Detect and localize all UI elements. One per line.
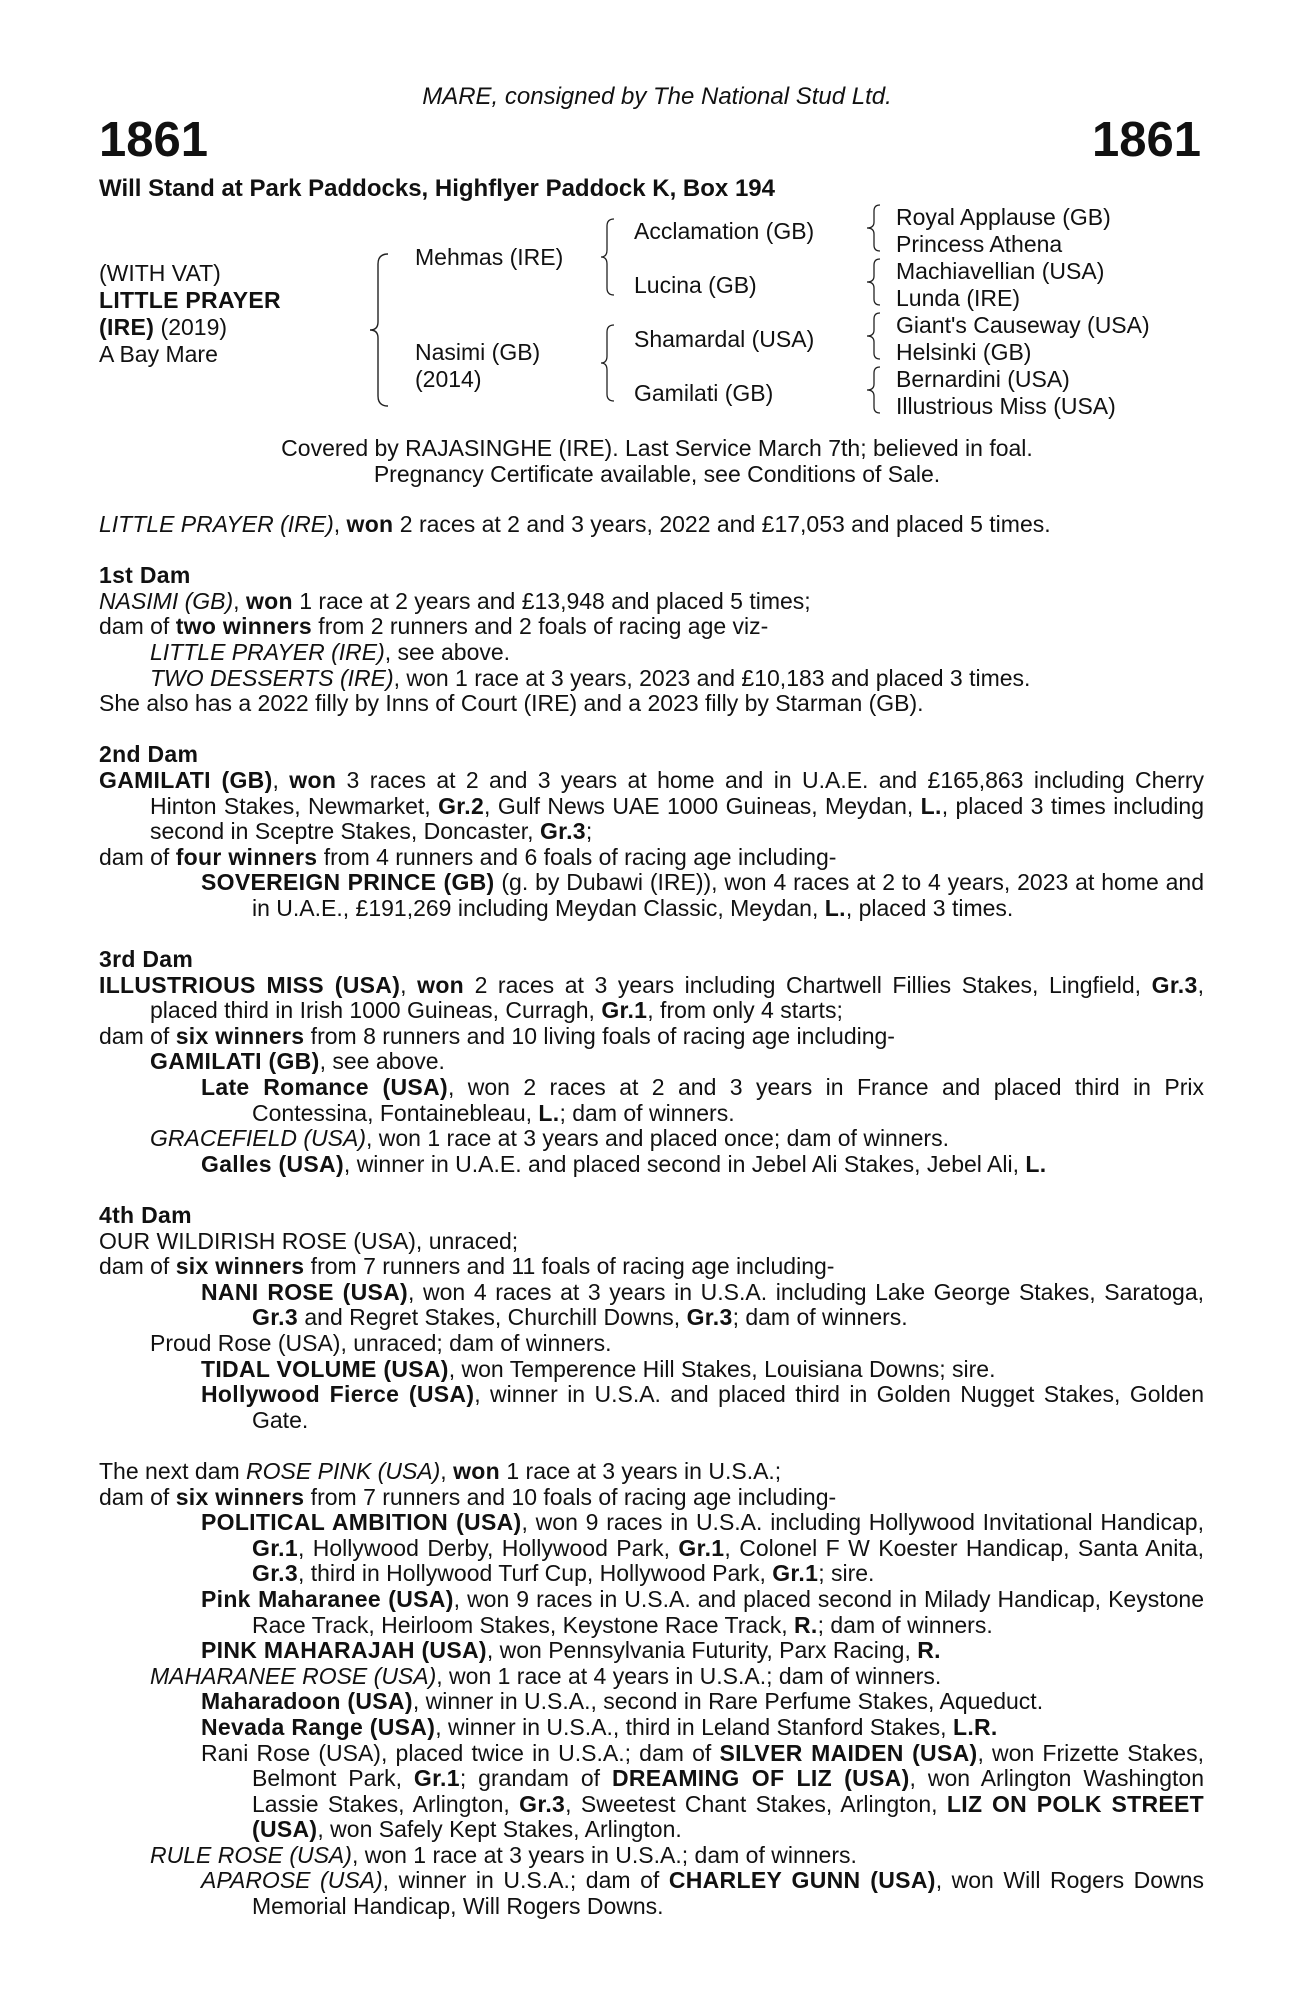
horse-origin: (IRE) — [99, 314, 155, 340]
first-dam-record: NASIMI (GB), won 1 race at 2 years and £13,948 and placed 5 times; — [99, 587, 811, 614]
g3-sss: Royal Applause (GB) — [896, 204, 1111, 230]
dam-year: (2014) — [415, 366, 482, 392]
dam-dam: Gamilati (GB) — [634, 380, 774, 406]
first-dam-text: 1 race at 2 years and £13,948 and placed 5 times; — [292, 587, 811, 614]
horse-description: A Bay Mare — [99, 341, 218, 367]
won-label: won — [245, 587, 293, 614]
brace-g3-3 — [864, 310, 886, 362]
second-dam-heading: 2nd Dam — [99, 741, 199, 768]
second-dam-record: GAMILATI (GB), won 3 races at 2 and 3 years at home and in U.A.E. and £165,863 including Cherry Hinton Stakes, Newmarket, Gr.2, Gulf News UAE 1000 Guineas, Meydan, L., placed 3 times including second in Sceptre Stakes, Doncaster, Gr.3; — [99, 766, 1204, 845]
next-dam-grandchild-1: PINK MAHARAJAH (USA), won Pennsylvania Futurity, Parx Racing, R. — [201, 1637, 941, 1664]
first-dam-produce: dam of two winners from 2 runners and 2 foals of racing age viz- — [99, 613, 769, 640]
next-dam-child-1: POLITICAL AMBITION (USA), won 9 races in U.S.A. including Hollywood Invitational Handicap, Gr.1, Hollywood Derby, Hollywood Park, Gr.1, Colonel F W Koester Handicap, Santa Anita, Gr.3, third in Hollywood Turf Cup, Hollywood Park, Gr.1; sire. — [201, 1509, 1204, 1587]
sire-brace — [598, 216, 620, 298]
g3-sdd: Lunda (IRE) — [896, 285, 1021, 311]
brace-g3-1 — [864, 202, 886, 254]
pedigree-brace-main — [366, 250, 396, 410]
dam-name — [415, 339, 540, 393]
first-dam-child-1: LITTLE PRAYER (IRE), see above. — [150, 638, 511, 665]
next-dam-grandchild-3: Nevada Range (USA), winner in U.S.A., third in Leland Stanford Stakes, L.R. — [201, 1713, 998, 1740]
second-dam-child-1: SOVEREIGN PRINCE (GB) (g. by Dubawi (IRE)), won 4 races at 2 to 4 years, 2023 at home and in U.A.E., £191,269 including Meydan Classic, Meydan, L., placed 3 times. — [201, 869, 1204, 921]
fourth-dam-record: OUR WILDIRISH ROSE (USA), unraced; — [99, 1227, 519, 1254]
fourth-dam-grandchild-1: TIDAL VOLUME (USA), won Temperence Hill Stakes, Louisiana Downs; sire. — [201, 1355, 996, 1382]
third-dam-child-2: Late Romance (USA), won 2 races at 2 and 3 years in France and placed third in Prix Contessina, Fontainebleau, L.; dam of winners. — [201, 1074, 1204, 1126]
dam-brace — [598, 322, 620, 404]
third-dam-grandchild-1: Galles (USA), winner in U.A.E. and placed second in Jebel Ali Stakes, Jebel Ali, L. — [201, 1150, 1047, 1177]
horse-summary-text: 2 races at 2 and 3 years, 2022 and £17,053 and placed 5 times. — [393, 511, 1051, 537]
third-dam-child-3: GRACEFIELD (USA), won 1 race at 3 years and placed once; dam of winners. — [150, 1125, 949, 1152]
next-dam-child-4: RULE ROSE (USA), won 1 race at 3 years in U.S.A.; dam of winners. — [150, 1841, 857, 1868]
horse-summary-name: LITTLE PRAYER (IRE) — [99, 511, 334, 537]
third-dam-child-1: GAMILATI (GB), see above. — [150, 1048, 445, 1075]
fourth-dam-heading: 4th Dam — [99, 1202, 192, 1229]
stand-location: Will Stand at Park Paddocks, Highflyer Paddock K, Box 194 — [99, 175, 775, 202]
next-dam-grandchild-5: APAROSE (USA), winner in U.S.A.; dam of CHARLEY GUNN (USA), won Will Rogers Downs Memorial Handicap, Will Rogers Downs. — [201, 1867, 1204, 1920]
sire-sire: Acclamation (GB) — [634, 218, 815, 244]
fourth-dam-child-1: NANI ROSE (USA), won 4 races at 3 years in U.S.A. including Lake George Stakes, Saratoga, Gr.3 and Regret Stakes, Churchill Downs, Gr.3; dam of winners. — [201, 1278, 1204, 1331]
next-dam-child-3: MAHARANEE ROSE (USA), won 1 race at 4 years in U.S.A.; dam of winners. — [150, 1662, 942, 1689]
g3-ddd: Illustrious Miss (USA) — [896, 393, 1116, 419]
fourth-dam-grandchild-2: Hollywood Fierce (USA), winner in U.S.A. and placed third in Golden Nugget Stakes, Golden Gate. — [201, 1381, 1204, 1433]
horse-identity — [99, 260, 281, 368]
brace-g3-2 — [864, 256, 886, 308]
dam-sire: Shamardal (USA) — [634, 326, 815, 352]
covered-line-2: Pregnancy Certificate available, see Conditions of Sale. — [373, 461, 941, 487]
third-dam-heading: 3rd Dam — [99, 946, 194, 973]
horse-summary: LITTLE PRAYER (IRE), won 2 races at 2 and 3 years, 2022 and £17,053 and placed 5 times. — [99, 511, 1051, 537]
first-dam-name: NASIMI (GB) — [99, 587, 234, 614]
fourth-dam-child-2: Proud Rose (USA), unraced; dam of winners. — [150, 1330, 612, 1356]
won-label: won — [346, 511, 394, 537]
horse-origin-year — [99, 314, 281, 341]
covered-line-1: Covered by RAJASINGHE (IRE). Last Service March 7th; believed in foal. — [281, 435, 1033, 461]
lot-number-right: 1861 — [1091, 113, 1201, 167]
brace-g3-4 — [864, 364, 886, 416]
third-dam-record: ILLUSTRIOUS MISS (USA), won 2 races at 3 years including Chartwell Fillies Stakes, Lingfield, Gr.3, placed third in Irish 1000 Guineas, Curragh, Gr.1, from only 4 starts; — [99, 971, 1204, 1024]
first-dam-also: She also has a 2022 filly by Inns of Court (IRE) and a 2023 filly by Starman (GB). — [99, 690, 924, 717]
horse-name: LITTLE PRAYER — [99, 287, 281, 313]
g3-dsd: Helsinki (GB) — [896, 339, 1032, 365]
next-dam-grandchild-2: Maharadoon (USA), winner in U.S.A., second in Rare Perfume Stakes, Aqueduct. — [201, 1688, 1044, 1715]
sire-dam: Lucina (GB) — [634, 272, 757, 298]
consignor-line: MARE, consigned by The National Stud Ltd. — [422, 83, 892, 110]
fourth-dam-produce: dam of six winners from 7 runners and 11 foals of racing age including- — [99, 1253, 835, 1280]
g3-dds: Bernardini (USA) — [896, 366, 1070, 392]
lot-number-left: 1861 — [99, 113, 209, 167]
g3-dss: Giant's Causeway (USA) — [896, 312, 1150, 338]
sire-name: Mehmas (IRE) — [415, 244, 564, 270]
pedigree-notes — [99, 512, 1204, 1920]
horse-year: (2019) — [154, 314, 228, 340]
next-dam-record: The next dam ROSE PINK (USA), won 1 race at 3 years in U.S.A.; — [99, 1457, 782, 1484]
first-dam-heading: 1st Dam — [99, 562, 191, 589]
g3-sds: Machiavellian (USA) — [896, 258, 1105, 284]
g3-ssd: Princess Athena — [896, 231, 1063, 257]
third-dam-produce: dam of six winners from 8 runners and 10 living foals of racing age including- — [99, 1022, 895, 1049]
vat-status: (WITH VAT) — [99, 260, 221, 286]
first-dam-child-2: TWO DESSERTS (IRE), won 1 race at 3 years, 2023 and £10,183 and placed 3 times. — [150, 664, 1031, 691]
next-dam-produce: dam of six winners from 7 runners and 10 foals of racing age including- — [99, 1483, 837, 1510]
dam-name-text: Nasimi (GB) — [415, 339, 541, 365]
next-dam-grandchild-4: Rani Rose (USA), placed twice in U.S.A.; dam of SILVER MAIDEN (USA), won Frizette Stakes, Belmont Park, Gr.1; grandam of DREAMING OF LIZ (USA), won Arlington Washington Lassie Stakes, Arlington, Gr.3, Sweetest Chant Stakes, Arlington, LIZ ON POLK STREET (USA), won Safely Kept Stakes, Arlington. — [201, 1739, 1204, 1843]
next-dam-child-2: Pink Maharanee (USA), won 9 races in U.S.A. and placed second in Milady Handicap, Keystone Race Track, Heirloom Stakes, Keystone Race Track, R.; dam of winners. — [201, 1585, 1204, 1638]
second-dam-produce: dam of four winners from 4 runners and 6 foals of racing age including- — [99, 843, 837, 870]
